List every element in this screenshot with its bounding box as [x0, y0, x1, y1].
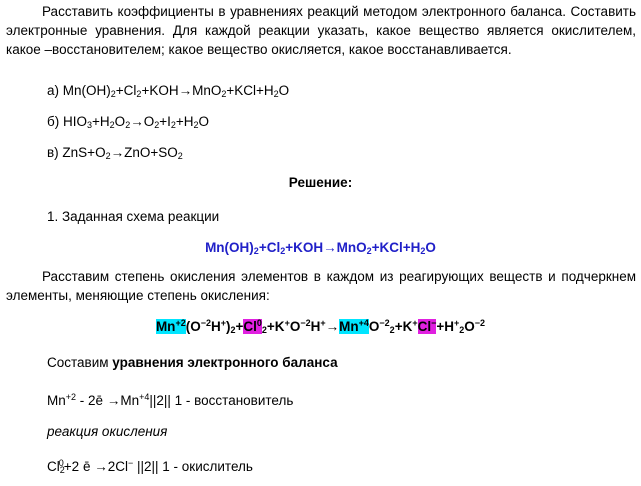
solution-heading: Решение:: [288, 175, 353, 190]
oxidation-states-equation: $Mn^{+2}(O^{-2}H^+)_2+Cl^0_2+K^+O^{-2}H^+\to Mn^{+4}O^{-2}_2+K^+Cl^-+H^+_2O^{-2}$: [155, 318, 486, 335]
reaction-scheme: $Mn(OH)_2+Cl_2+KOH\to MnO_2+KCl+H_2O$: [205, 240, 436, 256]
reaction-c: в) $ZnS+O_2\to ZnO+SO_2$: [47, 145, 183, 161]
oxidation-text: Расставим степень окисления элементов в каждом из реагирующих веществ и подчеркнем элементы, меняющие степень окисления:: [6, 269, 636, 303]
mn-highlight: $Mn^{+2}$: [155, 318, 186, 334]
cl2-highlight: Cl−: [417, 318, 437, 334]
task-text: Расставить коэффициенты в уравнениях реакций методом электронного баланса. Составить электронные уравнения. Для каждой реакции указать, какое вещество является окислителем, какое –восстановителем; какое вещество окисляется, какое восстанавливается.: [6, 4, 636, 57]
balance-intro: Составим уравнения электронного баланса: [47, 355, 338, 370]
reaction-a: а) $Mn(OH)_2+Cl_2+KOH\to MnO_2+KCl+H_2O$: [47, 83, 290, 99]
half-reaction-oxidation: $Mn^{+2}$ - 2ē $\to Mn^{+4}||2||$ 1 - восстановитель: [47, 392, 294, 408]
cl-highlight: Cl$^0$: [243, 318, 262, 334]
step1-text: 1. Заданная схема реакции: [47, 209, 220, 224]
reaction-b: б) $HIO_3+H_2O_2\to O_2+I_2+H_2O$: [47, 114, 210, 130]
mn2-highlight: $Mn^{+4}$: [339, 318, 369, 334]
oxidation-label: реакция окисления: [47, 424, 168, 439]
half-reaction-reduction: $Cl_2^0+2$ ē →2Cl− ||2|| 1 - окислитель: [47, 458, 253, 475]
